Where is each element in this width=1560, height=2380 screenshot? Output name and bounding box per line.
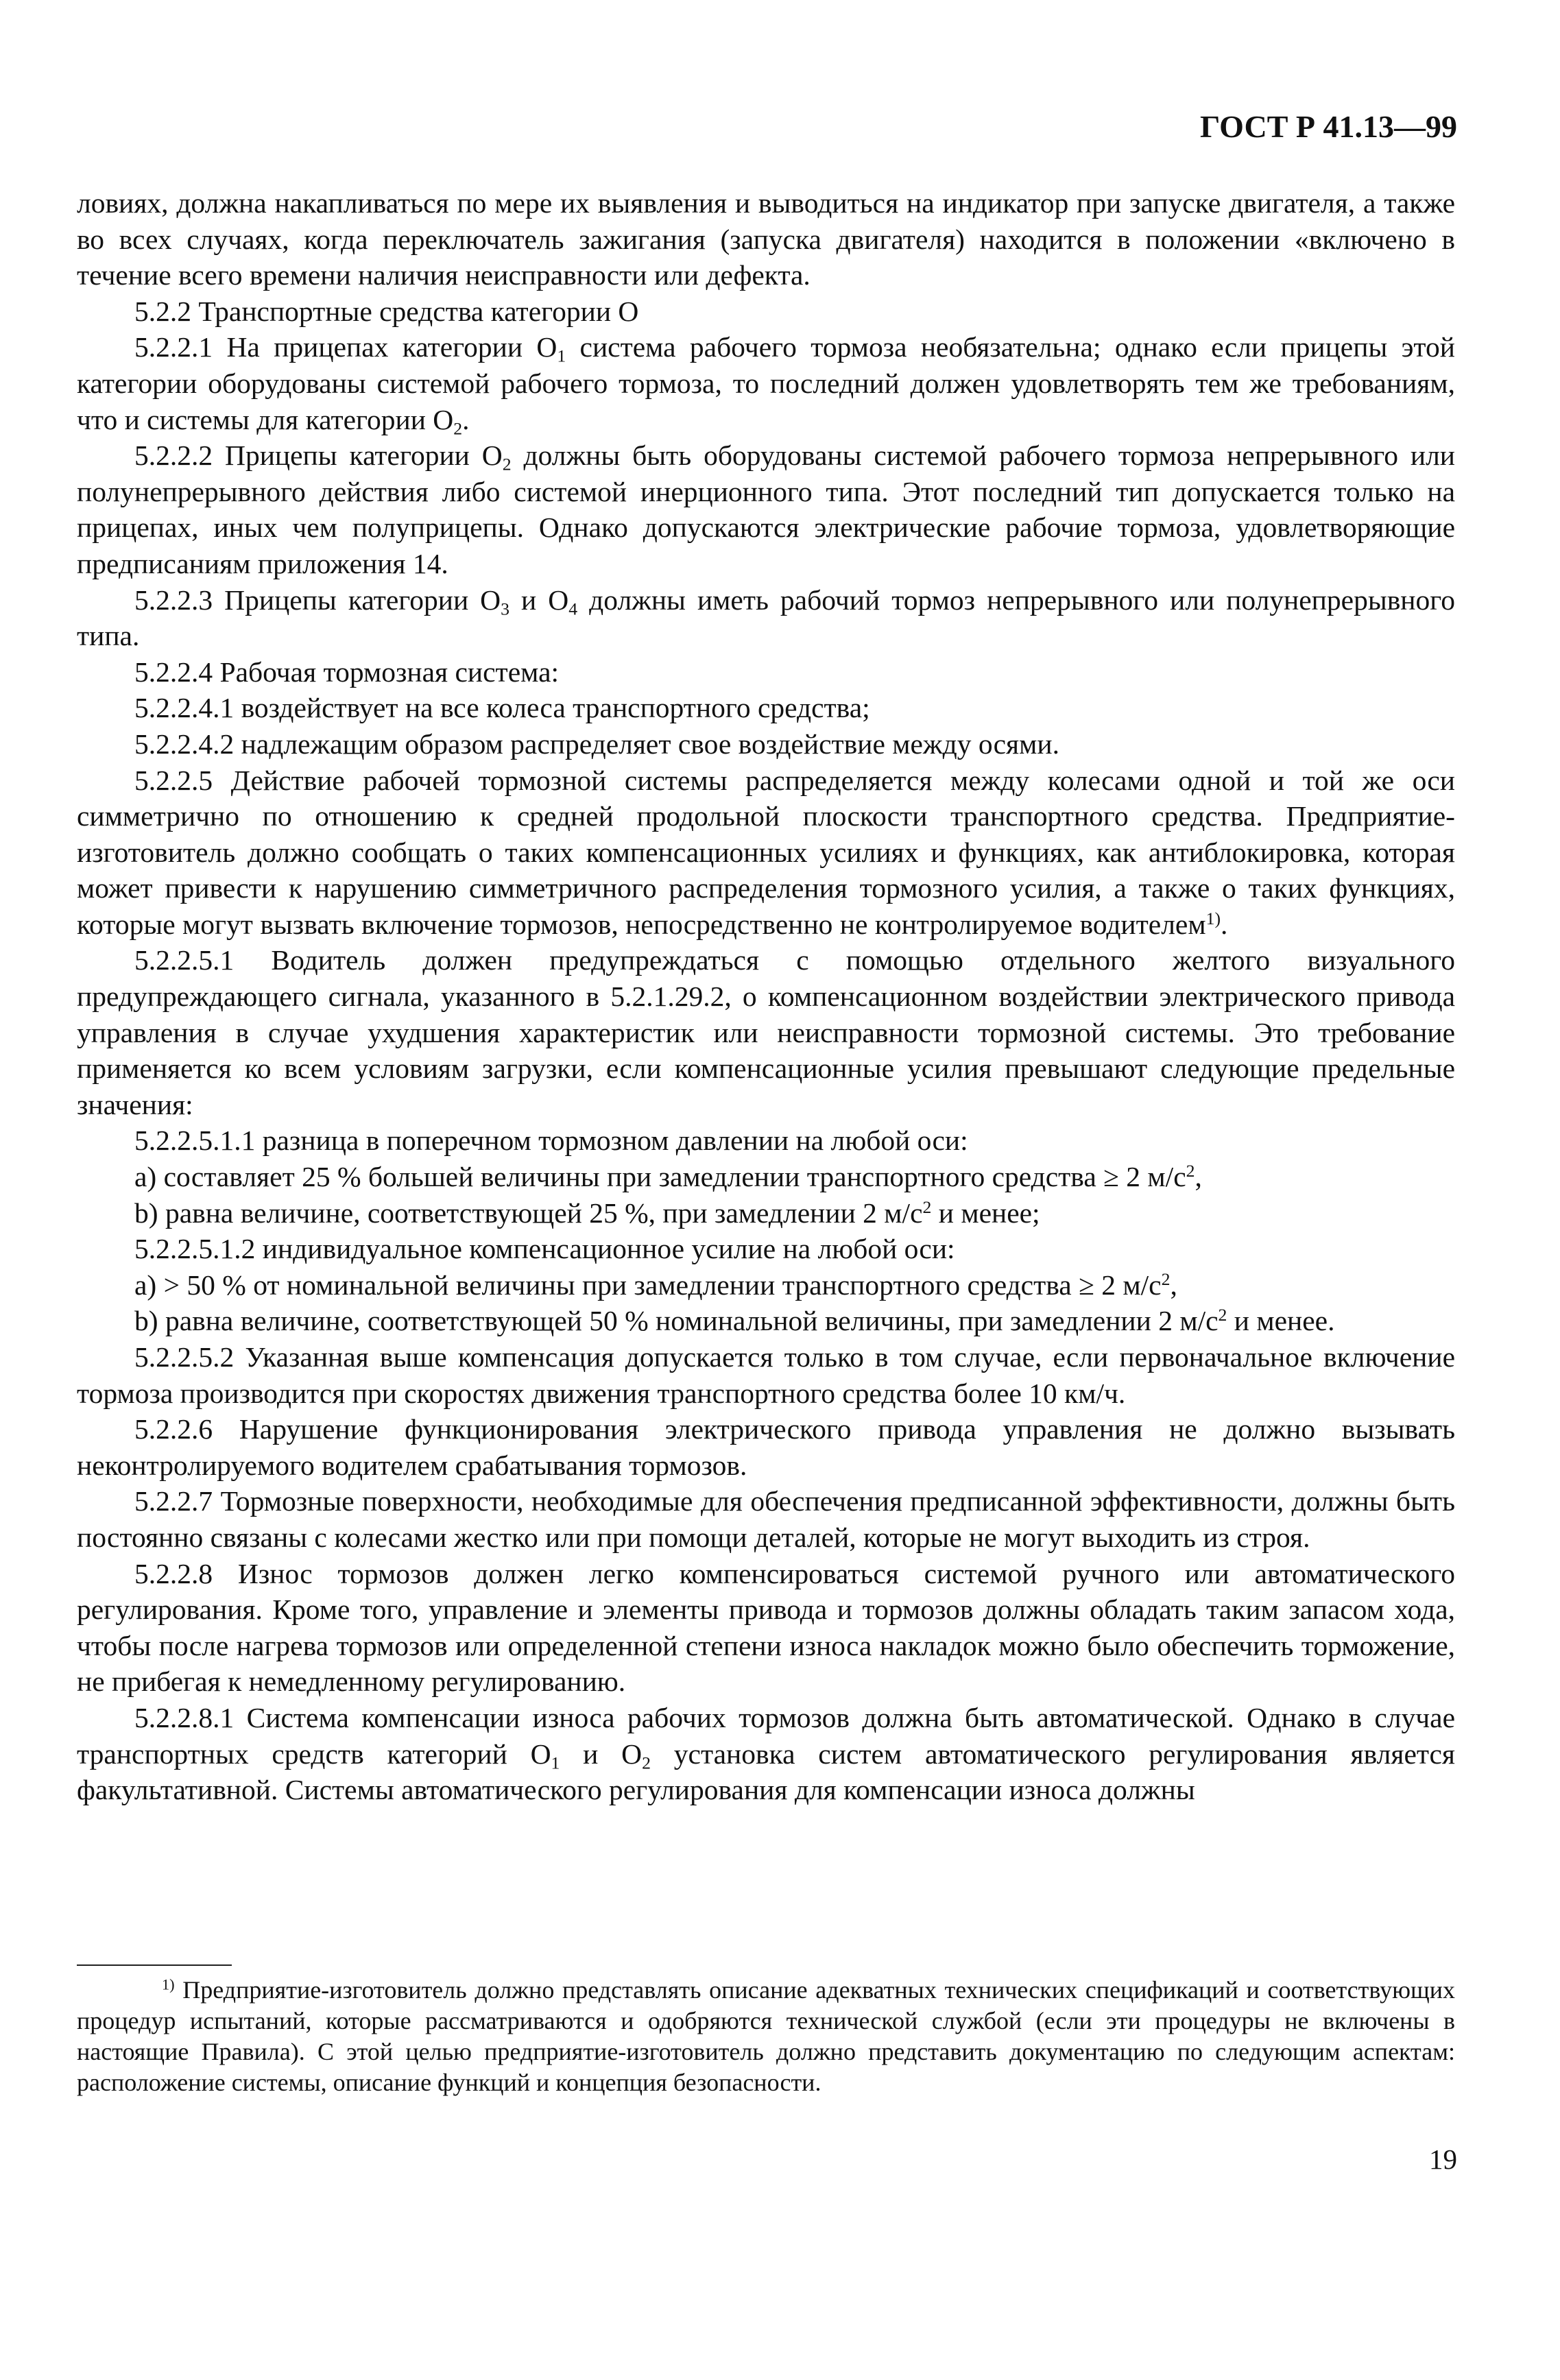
paragraph-5-2-2-4-2: 5.2.2.4.2 надлежащим образом распределяет свое воздействие между осями.: [134, 728, 1059, 760]
paragraph-5-2-2-8-1: 5.2.2.8.1 Система компенсации износа рабочих тормозов должна быть автоматической. Однако в случае транспортных средств категорий $О_1$ и $О_2$ установка систем автоматического регулирования является факультативной. Системы автоматического регулирования для компенсации износа должны: [77, 1701, 1456, 1806]
paragraph-5-2-2-1: 5.2.2.1 На прицепах категории $О_1$ система рабочего тормоза необязательна; однако если прицепы этой категории оборудованы системой рабочего тормоза, то последний должен удовлетворять тем же требованиям, что и системы для категории $О_2$.: [77, 331, 1455, 439]
list-item-a-1: a) составляет 25 % большей величины при замедлении транспортного средства ≥ 2 $м/с^2$,: [134, 1160, 1202, 1193]
paragraph-5-2-2-4-1: 5.2.2.4.1 воздействует на все колеса транспортного средства;: [134, 692, 870, 724]
paragraph-5-2-2-5-1-2: 5.2.2.5.1.2 индивидуальное компенсационное усилие на любой оси:: [134, 1233, 955, 1265]
paragraph-5-2-2-5: 5.2.2.5 Действие рабочей тормозной системы распределяется между колесами одной и той же оси симметрично по отношению к средней продольной плоскости транспортного средства. Предприятие-изготовитель должно сообщать о таких компенсационных усилиях и функциях, как антиблокировка, которая может привести к нарушению симметричного распределения тормозного усилия, а также о таких функциях, которые могут вызвать включение тормозов, непосредственно не контролируемое водителем$^{1)}$.: [77, 764, 1455, 940]
list-item-a-2: a) > 50 % от номинальной величины при замедлении транспортного средства ≥ 2 $м/с^2$,: [134, 1269, 1177, 1301]
footnote-text: Предприятие-изготовитель должно представлять описание адекватных технических спецификаций и соответствующих процедур испытаний, которые рассматриваются и одобряются технической службой (если эти процедуры не включены в настоящие Правила). С этой целью предприятие-изготовитель должно представить документацию по следующим аспектам: расположение системы, описание функций и концепция безопасности.: [77, 1976, 1455, 2096]
footnote-divider: [77, 1964, 232, 1966]
paragraph-5-2-2-6: 5.2.2.6 Нарушение функционирования электрического привода управления не должно вызывать неконтролируемого водителем срабатывания тормозов.: [77, 1413, 1455, 1481]
paragraph-5-2-2-5-1: 5.2.2.5.1 Водитель должен предупреждаться с помощью отдельного желтого визуального предупреждающего сигнала, указанного в 5.2.1.29.2, о компенсационном воздействии электрического привода управления в случае ухудшения характеристик или неисправности тормозной системы. Это требование применяется ко всем условиям загрузки, если компенсационные усилия превышают следующие предельные значения:: [77, 944, 1455, 1120]
document-body: [77, 185, 1455, 1808]
paragraph-continuation: ловиях, должна накапливаться по мере их выявления и выводиться на индикатор при запуске двигателя, а также во всех случаях, когда переключатель зажигания (запуска двигателя) находится в положении «включено в течение всего времени наличия неисправности или дефекта.: [77, 187, 1455, 291]
paragraph-5-2-2: 5.2.2 Транспортные средства категории О: [134, 295, 639, 327]
paragraph-5-2-2-5-2: 5.2.2.5.2 Указанная выше компенсация допускается только в том случае, если первоначальное включение тормоза производится при скоростях движения транспортного средства более 10 км/ч.: [77, 1341, 1455, 1409]
paragraph-5-2-2-2: 5.2.2.2 Прицепы категории $О_2$ должны быть оборудованы системой рабочего тормоза непрерывного или полунепрерывного действия либо системой инерционного типа. Этот последний тип допускается только на прицепах, иных чем полуприцепы. Однако допускаются электрические рабочие тормоза, удовлетворяющие предписаниям приложения 14.: [77, 440, 1456, 579]
footnote-reference: 1): [1205, 908, 1221, 928]
document-header: ГОСТ Р 41.13—99: [1200, 109, 1457, 144]
paragraph-5-2-2-5-1-1: 5.2.2.5.1.1 разница в поперечном тормозном давлении на любой оси:: [134, 1125, 968, 1157]
paragraph-5-2-2-7: 5.2.2.7 Тормозные поверхности, необходимые для обеспечения предписанной эффективности, должны быть постоянно связаны с колесами жестко или при помощи деталей, которые не могут выходить из строя.: [77, 1485, 1455, 1553]
list-item-b-1: b) равна величине, соответствующей 25 %, при замедлении 2 $м/с^2$ и менее;: [134, 1197, 1040, 1229]
footnote: [77, 1975, 1455, 2098]
list-item-b-2: b) равна величине, соответствующей 50 % номинальной величины, при замедлении 2 $м/с^2$ и менее.: [134, 1305, 1335, 1337]
paragraph-5-2-2-8: 5.2.2.8 Износ тормозов должен легко компенсироваться системой ручного или автоматического регулирования. Кроме того, управление и элементы привода и тормозов должны обладать таким запасом хода, чтобы после нагрева тормозов или определенной степени износа накладок можно было обеспечить торможение, не прибегая к немедленному регулированию.: [77, 1557, 1455, 1698]
paragraph-5-2-2-4: 5.2.2.4 Рабочая тормозная система:: [134, 656, 560, 688]
footnote-marker: 1): [162, 1975, 175, 1993]
page-number: 19: [1429, 2143, 1457, 2175]
paragraph-5-2-2-3: 5.2.2.3 Прицепы категории $О_3$ и $О_4$ должны иметь рабочий тормоз непрерывного или полунепрерывного типа.: [77, 584, 1455, 652]
